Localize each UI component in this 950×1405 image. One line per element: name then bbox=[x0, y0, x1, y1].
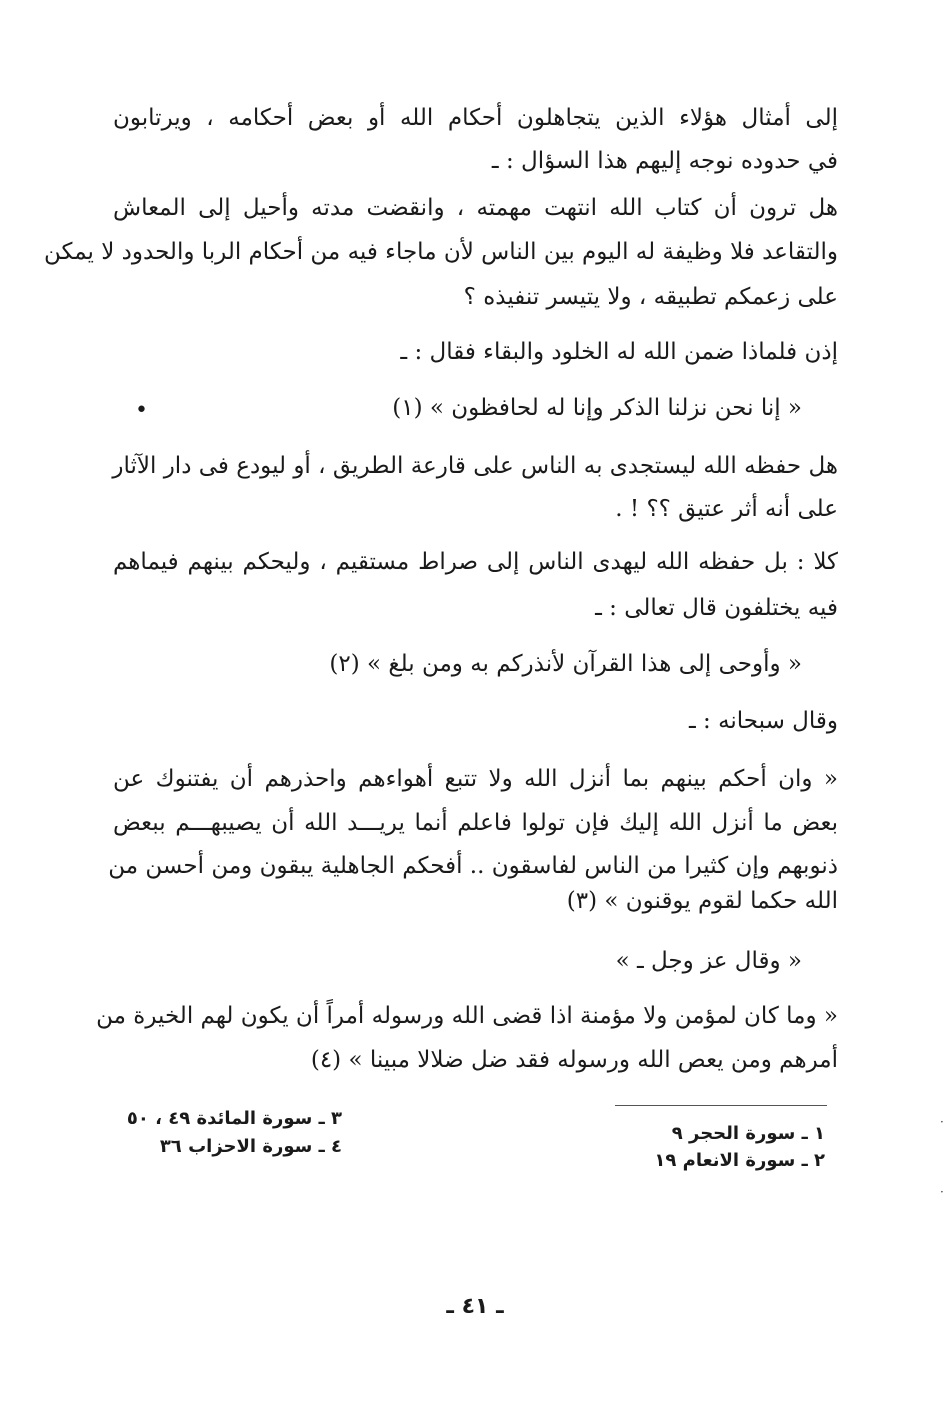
footnote-1: ١ ـ سورة الحجر ٩ bbox=[671, 1123, 825, 1144]
footnote-separator bbox=[615, 1105, 827, 1106]
text-line: هل حفظه الله ليستجدى به الناس على قارعة الطريق ، أو ليودع فى دار الآثار bbox=[112, 453, 838, 479]
quran-verse: الله حكما لقوم يوقنون » (٣) bbox=[566, 888, 838, 914]
quran-verse: « وأوحى إلى هذا القرآن لأنذركم به ومن بلغ » (٢) bbox=[329, 651, 802, 677]
quran-verse: « وما كان لمؤمن ولا مؤمنة اذا قضى الله ورسوله أمراً أن يكون لهم الخيرة من bbox=[96, 1003, 838, 1029]
dot-mark: • bbox=[135, 398, 148, 423]
text-line: إذن فلماذا ضمن الله له الخلود والبقاء فقال : ـ bbox=[400, 339, 838, 365]
quran-verse: بعض ما أنزل الله إليك فإن تولوا فاعلم أنما يريـــد الله أن يصيبهـــم ببعض bbox=[113, 810, 838, 836]
quran-verse: « وان أحكم بينهم بما أنزل الله ولا تتبع أهواءهم واحذرهم أن يفتنوك عن bbox=[113, 766, 838, 792]
text-line: على أنه أثر عتيق ؟؟ ! . bbox=[615, 496, 838, 522]
text-line: هل ترون أن كتاب الله انتهت مهمته ، وانقضت مدته وأحيل إلى المعاش bbox=[113, 195, 838, 221]
quran-verse: أمرهم ومن يعص الله ورسوله فقد ضل ضلالا مبينا » (٤) bbox=[310, 1047, 838, 1073]
text-line: إلى أمثال هؤلاء الذين يتجاهلون أحكام الله أو بعض أحكامه ، ويرتابون bbox=[113, 105, 838, 131]
text-line: فيه يختلفون قال تعالى : ـ bbox=[595, 595, 838, 621]
text-line: على زعمكم تطبيقه ، ولا يتيسر تنفيذه ؟ bbox=[463, 284, 838, 310]
scan-mark: · bbox=[940, 1185, 944, 1199]
text-line: كلا : بل حفظه الله ليهدى الناس إلى صراط مستقيم ، وليحكم بينهم فيماهم bbox=[113, 549, 838, 575]
text-line: في حدوده نوجه إليهم هذا السؤال : ـ bbox=[491, 148, 838, 174]
text-line: والتقاعد فلا وظيفة له اليوم بين الناس لأن ماجاء فيه من أحكام الربا والحدود لا يمكن bbox=[44, 239, 838, 265]
quran-verse: ذنوبهم وإن كثيرا من الناس لفاسقون .. أفحكم الجاهلية يبقون ومن أحسن من bbox=[108, 853, 838, 879]
text-line: « وقال عز وجل ـ » bbox=[615, 948, 802, 974]
quran-verse: « إنا نحن نزلنا الذكر وإنا له لحافظون » (١) bbox=[392, 395, 802, 421]
text-line: وقال سبحانه : ـ bbox=[688, 708, 838, 734]
footnote-4: ٤ ـ سورة الاحزاب ٣٦ bbox=[159, 1136, 342, 1157]
footnote-3: ٣ ـ سورة المائدة ٤٩ ، ٥٠ bbox=[126, 1108, 342, 1129]
page-number: ـ ٤١ ـ bbox=[446, 1294, 504, 1319]
scan-mark: · bbox=[940, 1115, 944, 1129]
footnote-2: ٢ ـ سورة الانعام ١٩ bbox=[654, 1150, 825, 1171]
